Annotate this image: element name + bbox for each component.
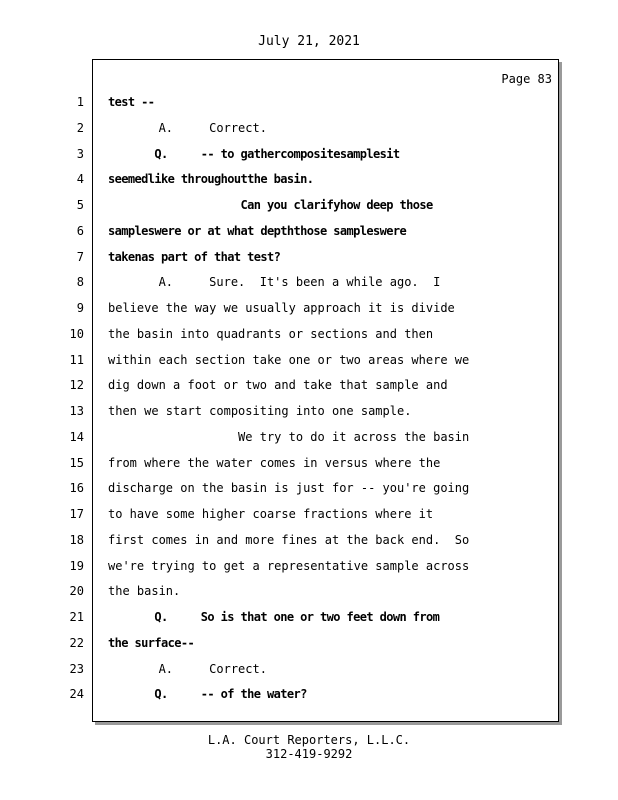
line-text: the surface-- [108,635,195,650]
reporter-company: L.A. Court Reporters, L.L.C. [207,733,411,747]
line-text: A. Correct. [108,120,267,135]
line-text: sampleswere or at what depththose sampleswere [108,223,407,238]
line-number: 8 [76,275,84,290]
line-number: 3 [76,146,84,161]
page-number: Page 83 [501,72,552,86]
line-number: 11 [69,352,84,367]
line-number: 19 [69,558,84,573]
line-text: seemedlike throughoutthe basin. [108,172,314,187]
line-text: then we start compositing into one sample. [108,404,412,418]
line-number: 9 [76,301,84,315]
line-text: Q. -- to gathercompositesamplesit [108,146,400,161]
line-text: dig down a foot or two and take that sample and [108,378,448,393]
line-number: 4 [76,172,84,187]
reporter-phone: 312-419-9292 [265,747,353,761]
line-number: 18 [69,532,84,547]
line-text: the basin into quadrants or sections and then [108,326,434,341]
line-text: We try to do it across the basin [108,429,470,444]
line-text: test -- [108,95,155,109]
line-number: 21 [69,610,84,624]
line-number: 20 [69,584,84,599]
line-number: 12 [69,378,84,393]
line-number: 10 [69,326,84,341]
transcript-page [92,59,559,722]
line-text: Q. -- of the water? [108,687,307,702]
line-text: we're trying to get a representative sample across [108,558,470,573]
line-number: 22 [69,635,84,650]
line-text: takenas part of that test? [108,249,281,264]
transcript-date: July 21, 2021 [258,34,360,49]
line-number: 2 [76,120,84,135]
line-text: within each section take one or two areas where we [108,352,470,367]
line-number: 17 [69,507,84,521]
line-text: to have some higher coarse fractions where it [108,507,434,521]
line-number: 7 [76,249,84,264]
line-number: 5 [76,198,84,212]
line-number: 14 [69,429,84,444]
line-text: A. Sure. It's been a while ago. I [108,275,441,290]
line-text: from where the water comes in versus where the [108,455,441,470]
line-text: A. Correct. [108,661,267,676]
line-text: the basin. [108,584,181,599]
line-number: 6 [76,223,84,238]
line-number: 16 [69,481,84,496]
line-text: discharge on the basin is just for -- you're going [108,481,470,496]
line-number: 15 [69,455,84,470]
line-text: first comes in and more fines at the back end. So [108,532,470,547]
line-text: believe the way we usually approach it is divide [108,301,455,315]
line-number: 23 [69,661,84,676]
line-number: 1 [76,95,84,109]
line-number: 24 [69,687,84,702]
line-text: Can you clarifyhow deep those [108,198,433,212]
footer [0,733,618,761]
line-number: 13 [69,404,84,418]
line-text: Q. So is that one or two feet down from [108,610,440,624]
